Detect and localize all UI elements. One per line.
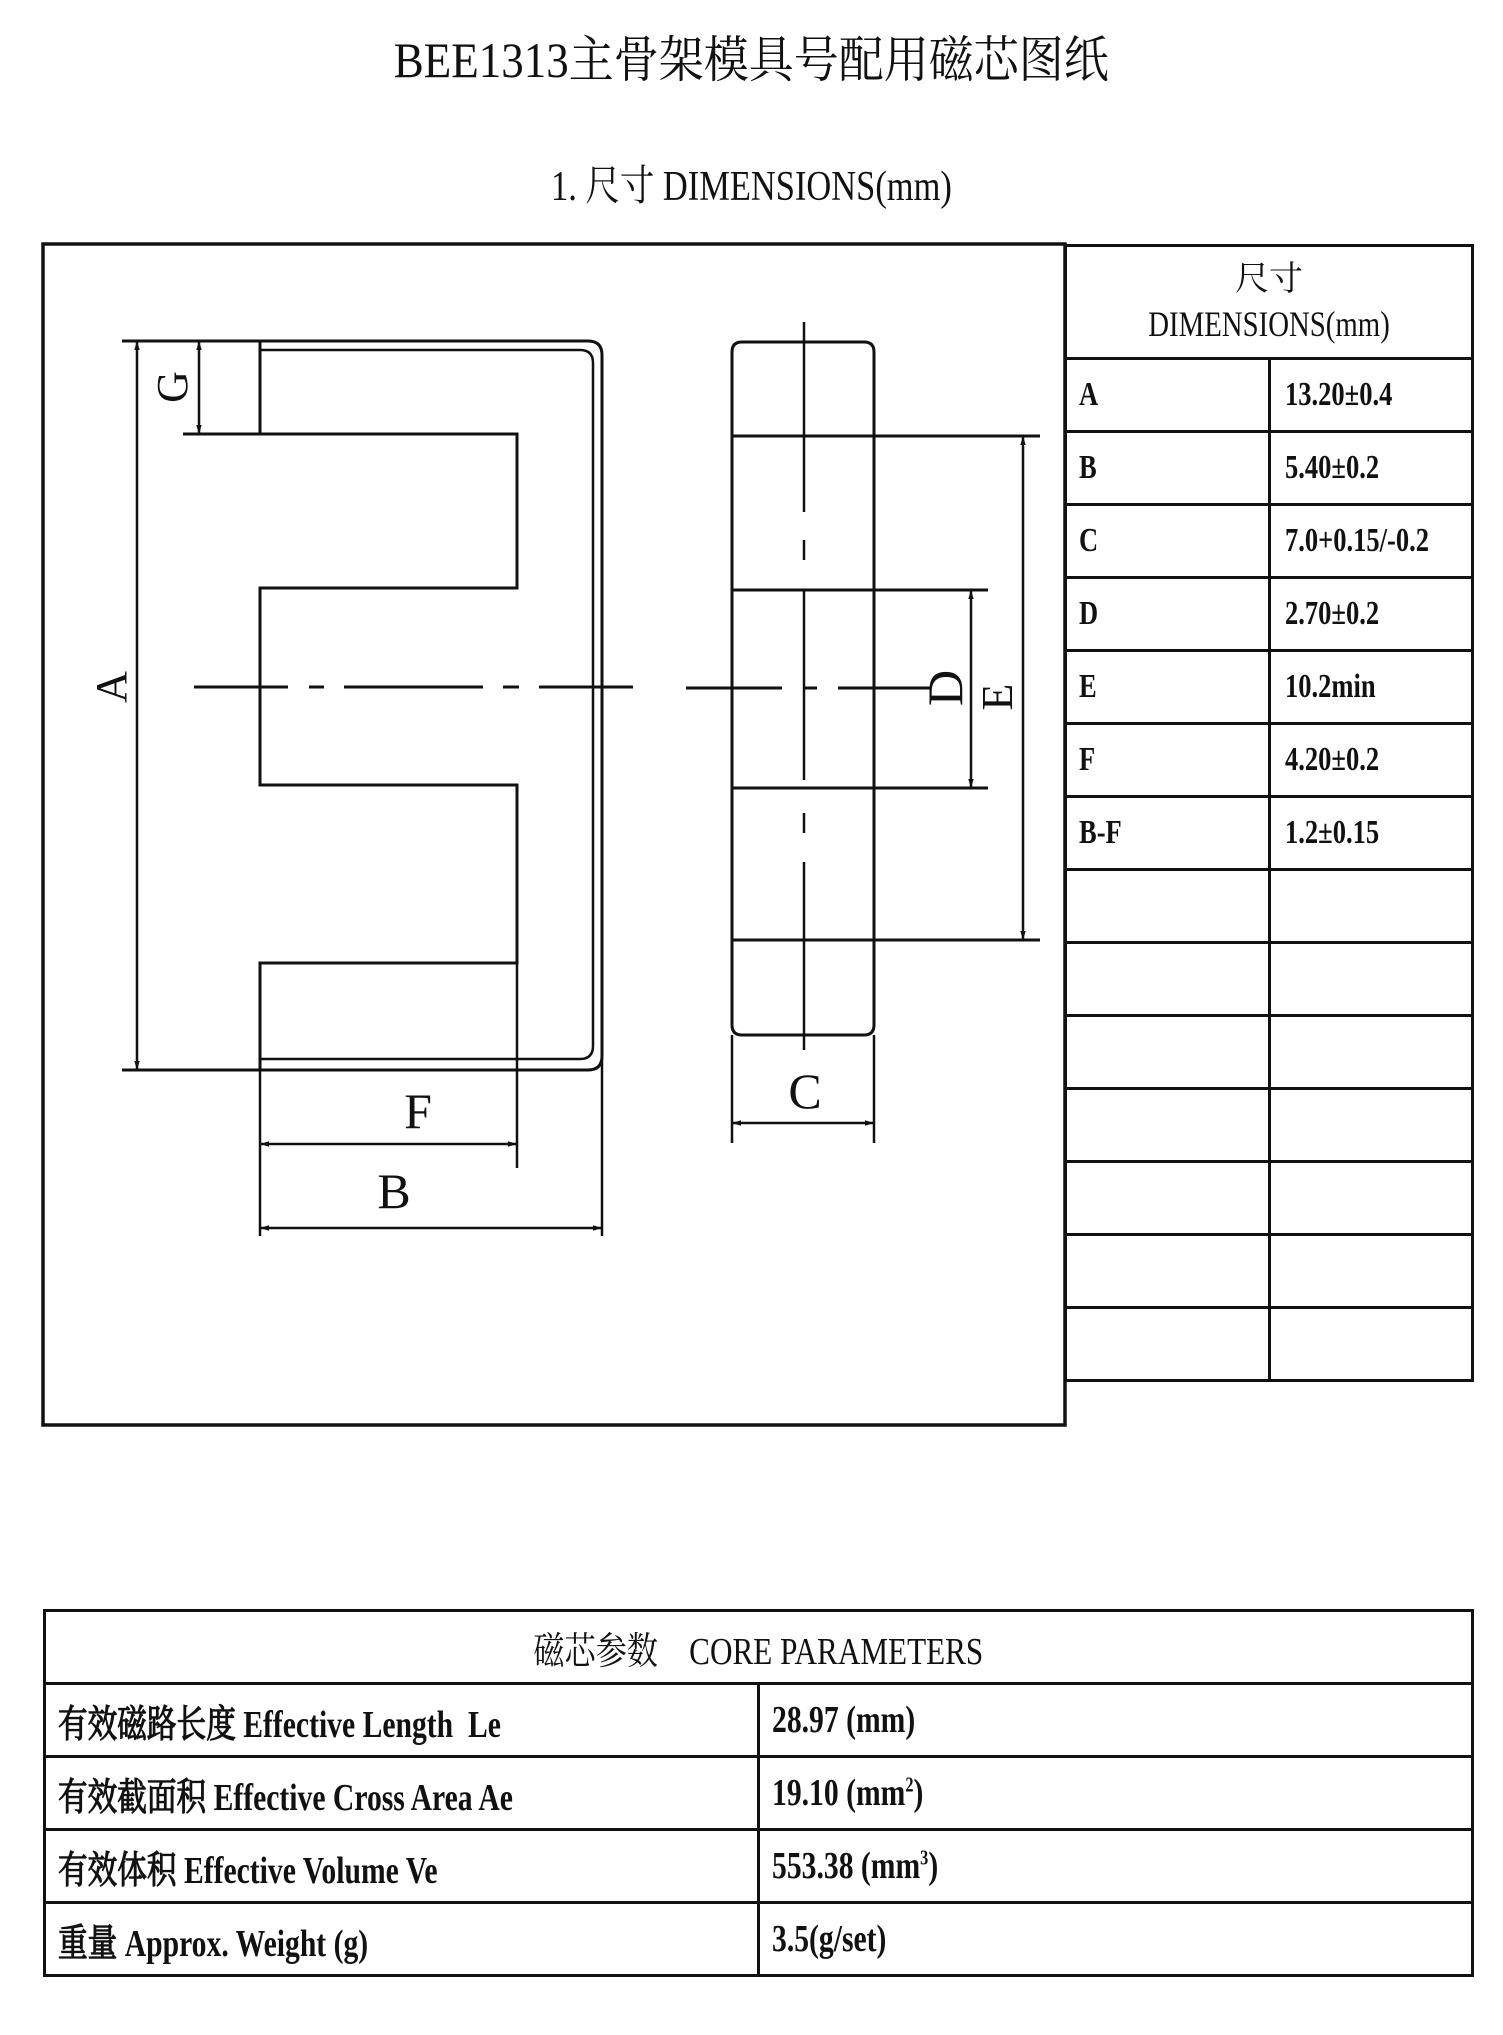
table-row (1066, 359, 1473, 432)
dimension-value (1269, 359, 1473, 432)
dimension-value-text: 10.2min (1284, 668, 1376, 705)
dimension-value (1269, 578, 1473, 651)
dimension-key (1066, 505, 1270, 578)
dimension-value (1269, 1016, 1473, 1089)
table-row-empty (1066, 1235, 1473, 1308)
parameter-value (759, 1903, 1473, 1976)
dimension-key-text: F (1079, 741, 1096, 778)
dimension-key (1066, 1089, 1270, 1162)
dimension-value (1269, 1235, 1473, 1308)
parameter-value (759, 1757, 1473, 1830)
parameter-value-group (772, 1771, 923, 1815)
table-row-empty (1066, 943, 1473, 1016)
dimension-key-text: D (1079, 595, 1099, 632)
dimension-f (260, 963, 517, 1170)
section-title-text: 1. 尺寸 DIMENSIONS(mm) (551, 164, 952, 210)
dimension-key (1066, 578, 1270, 651)
dimension-label-g: G (148, 371, 197, 403)
parameter-name-text: 重量 Approx. Weight (g) (58, 1922, 369, 1965)
parameter-value-text: 553.38 (mm (772, 1845, 921, 1887)
table-row-empty (1066, 1089, 1473, 1162)
dimension-value (1269, 505, 1473, 578)
drawing-frame (43, 244, 1065, 1425)
dimension-value (1269, 797, 1473, 870)
table-row (45, 1830, 1473, 1903)
dimensions-table (1064, 244, 1474, 1382)
dimension-key (1066, 359, 1270, 432)
dimension-label-f: F (404, 1083, 432, 1139)
table-row-empty (1066, 1162, 1473, 1235)
table-row-empty (1066, 1016, 1473, 1089)
dimensions-header-cell (1066, 246, 1473, 359)
dimension-key (1066, 1308, 1270, 1381)
dimension-key (1066, 870, 1270, 943)
parameter-name-text: 有效磁路长度 Effective Length Le (58, 1703, 501, 1746)
e-core-side-view (122, 341, 602, 1070)
parameter-value-group (772, 1844, 938, 1888)
parameter-value-text: 3.5(g/set) (772, 1918, 887, 1960)
parameter-value (759, 1684, 1473, 1757)
parameter-name (45, 1830, 759, 1903)
document-title-text: BEE1313主骨架模具号配用磁芯图纸 (394, 32, 1109, 88)
dimension-value (1269, 1162, 1473, 1235)
dimensions-header-en: DIMENSIONS(mm) (1148, 304, 1390, 344)
dimension-value-text: 4.20±0.2 (1284, 741, 1379, 778)
dimensions-table-header (1066, 246, 1473, 359)
dimension-value-text: 13.20±0.4 (1284, 376, 1392, 413)
table-row (1066, 578, 1473, 651)
table-row (45, 1757, 1473, 1830)
core-parameters-header-cell (45, 1611, 1473, 1684)
parameter-value-text: 28.97 (mm) (772, 1699, 916, 1741)
dimension-value (1269, 432, 1473, 505)
dimension-value-text: 7.0+0.15/-0.2 (1284, 522, 1429, 559)
core-parameters-header (45, 1611, 1473, 1684)
dimension-key-text: E (1079, 668, 1097, 705)
parameter-name-text: 有效体积 Effective Volume Ve (58, 1849, 438, 1892)
table-row (1066, 651, 1473, 724)
dimension-value (1269, 1089, 1473, 1162)
dimension-key-text: A (1079, 376, 1099, 413)
core-parameters-table (43, 1609, 1474, 1977)
parameter-value (759, 1830, 1473, 1903)
table-row (1066, 797, 1473, 870)
table-row-empty (1066, 870, 1473, 943)
table-row (1066, 724, 1473, 797)
dimension-value (1269, 651, 1473, 724)
dimension-label-e: E (973, 683, 1022, 711)
dimension-value-text: 2.70±0.2 (1284, 595, 1379, 632)
core-parameters-header-text: 磁芯参数 CORE PARAMETERS (533, 1630, 984, 1673)
dimension-key-text: B-F (1079, 814, 1122, 851)
dimension-value (1269, 870, 1473, 943)
parameter-name (45, 1757, 759, 1830)
dimension-key (1066, 651, 1270, 724)
parameter-value-tail: ) (928, 1845, 939, 1887)
table-row-empty (1066, 1308, 1473, 1381)
dimension-value-text: 1.2±0.15 (1284, 814, 1379, 851)
parameter-value-tail: ) (913, 1772, 924, 1814)
dimension-key (1066, 432, 1270, 505)
dimension-label-d: D (917, 669, 973, 707)
unit-superscript: 3 (920, 1845, 929, 1870)
dimension-value (1269, 724, 1473, 797)
parameter-name (45, 1684, 759, 1757)
dimension-key (1066, 797, 1270, 870)
unit-superscript: 2 (905, 1772, 914, 1797)
parameter-name-text: 有效截面积 Effective Cross Area Ae (58, 1776, 513, 1819)
dimension-key (1066, 1162, 1270, 1235)
dimensions-header-cn: 尺寸 (1235, 261, 1303, 298)
dimension-value-text: 5.40±0.2 (1284, 449, 1379, 486)
dimension-key-text: B (1079, 449, 1097, 486)
table-row (45, 1684, 1473, 1757)
dimension-key (1066, 943, 1270, 1016)
dimension-label-b: B (377, 1163, 411, 1219)
dimension-value (1269, 1308, 1473, 1381)
dimension-key (1066, 1235, 1270, 1308)
table-row (1066, 505, 1473, 578)
dimension-label-a: A (87, 671, 136, 703)
table-row (45, 1903, 1473, 1976)
dimension-value (1269, 943, 1473, 1016)
dimension-key (1066, 724, 1270, 797)
dimension-label-c: C (788, 1063, 822, 1119)
dimension-key-text: C (1079, 522, 1099, 559)
parameter-name (45, 1903, 759, 1976)
dimension-key (1066, 1016, 1270, 1089)
table-row (1066, 432, 1473, 505)
parameter-value-text: 19.10 (mm (772, 1772, 906, 1814)
